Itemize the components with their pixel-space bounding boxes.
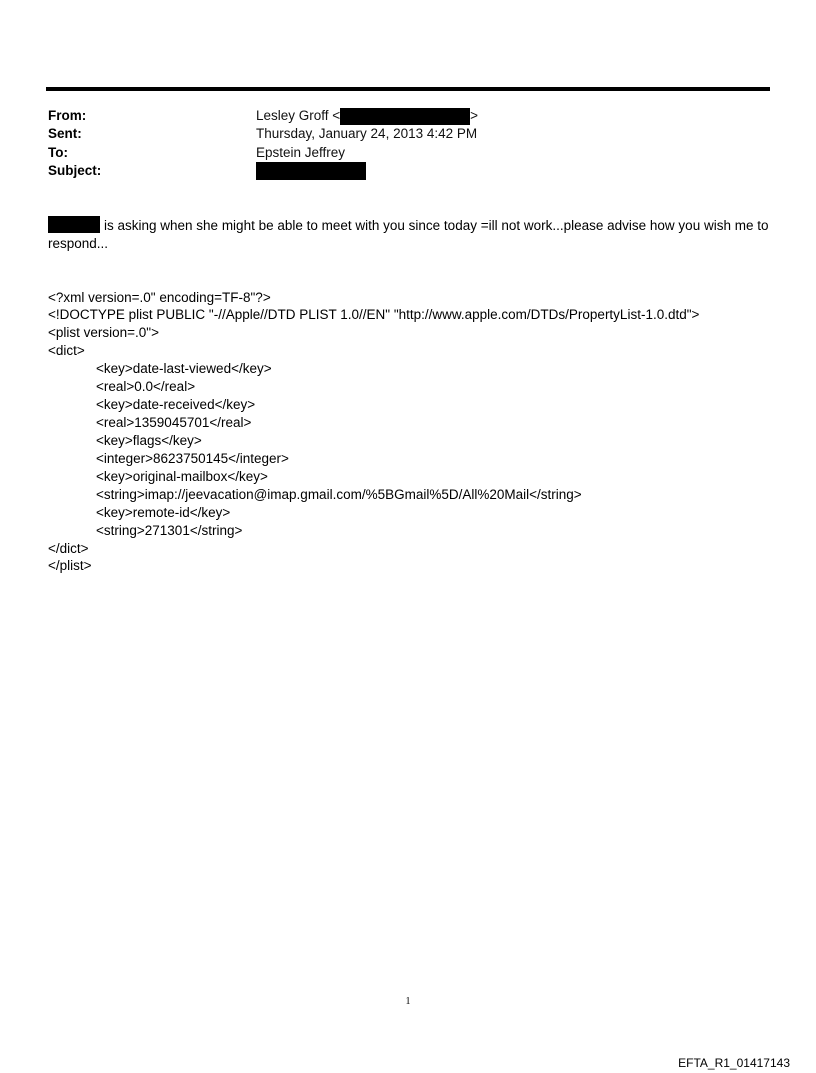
- page-number: 1: [405, 996, 411, 1007]
- subject-row: [48, 162, 768, 180]
- document-id: EFTA_R1_01417143: [678, 1056, 790, 1070]
- from-suffix: >: [470, 108, 479, 123]
- xml-line: </plist>: [48, 558, 92, 573]
- header-rule: [46, 87, 770, 91]
- xml-line: <string>imap://jeevacation@imap.gmail.com/%5BGmail%5D/All%20Mail</string>: [96, 487, 582, 502]
- redacted-email-block: [340, 108, 470, 125]
- message-line-1: [48, 216, 772, 235]
- xml-line: <real>1359045701</real>: [96, 415, 252, 430]
- xml-line: <key>flags</key>: [96, 433, 202, 448]
- xml-line: <dict>: [48, 343, 85, 358]
- xml-line: <key>date-last-viewed</key>: [96, 361, 272, 376]
- to-value: Epstein Jeffrey: [256, 145, 346, 160]
- message-body: [48, 216, 772, 253]
- subject-value: [256, 162, 366, 180]
- sent-label: Sent:: [48, 126, 82, 141]
- redacted-subject-block: [256, 162, 366, 180]
- sent-value: Thursday, January 24, 2013 4:42 PM: [256, 126, 478, 141]
- xml-line: <plist version=.0">: [48, 325, 159, 340]
- message-line-2: respond...: [48, 236, 109, 251]
- xml-line: <integer>8623750145</integer>: [96, 451, 289, 466]
- xml-line: <!DOCTYPE plist PUBLIC "-//Apple//DTD PLIST 1.0//EN" "http://www.apple.com/DTDs/PropertyList-1.0.dtd">: [48, 307, 700, 322]
- xml-line: <key>remote-id</key>: [96, 505, 231, 520]
- xml-line: <key>original-mailbox</key>: [96, 469, 268, 484]
- xml-line: <real>0.0</real>: [96, 379, 196, 394]
- message-line-1-text: is asking when she might be able to meet with you since today =ill not work...please advise how you wish me to: [104, 218, 769, 233]
- from-label: From:: [48, 108, 87, 123]
- xml-line: <?xml version=.0" encoding=TF-8"?>: [48, 290, 271, 305]
- sent-row: [48, 125, 768, 143]
- from-value: [256, 107, 478, 125]
- to-row: [48, 144, 768, 162]
- xml-line: <string>271301</string>: [96, 523, 243, 538]
- to-label: To:: [48, 145, 68, 160]
- from-name: Lesley Groff <: [256, 108, 341, 123]
- subject-label: Subject:: [48, 163, 102, 178]
- redacted-name-block: [48, 216, 100, 233]
- xml-line: <key>date-received</key>: [96, 397, 256, 412]
- from-row: [48, 107, 768, 125]
- xml-line: </dict>: [48, 541, 89, 556]
